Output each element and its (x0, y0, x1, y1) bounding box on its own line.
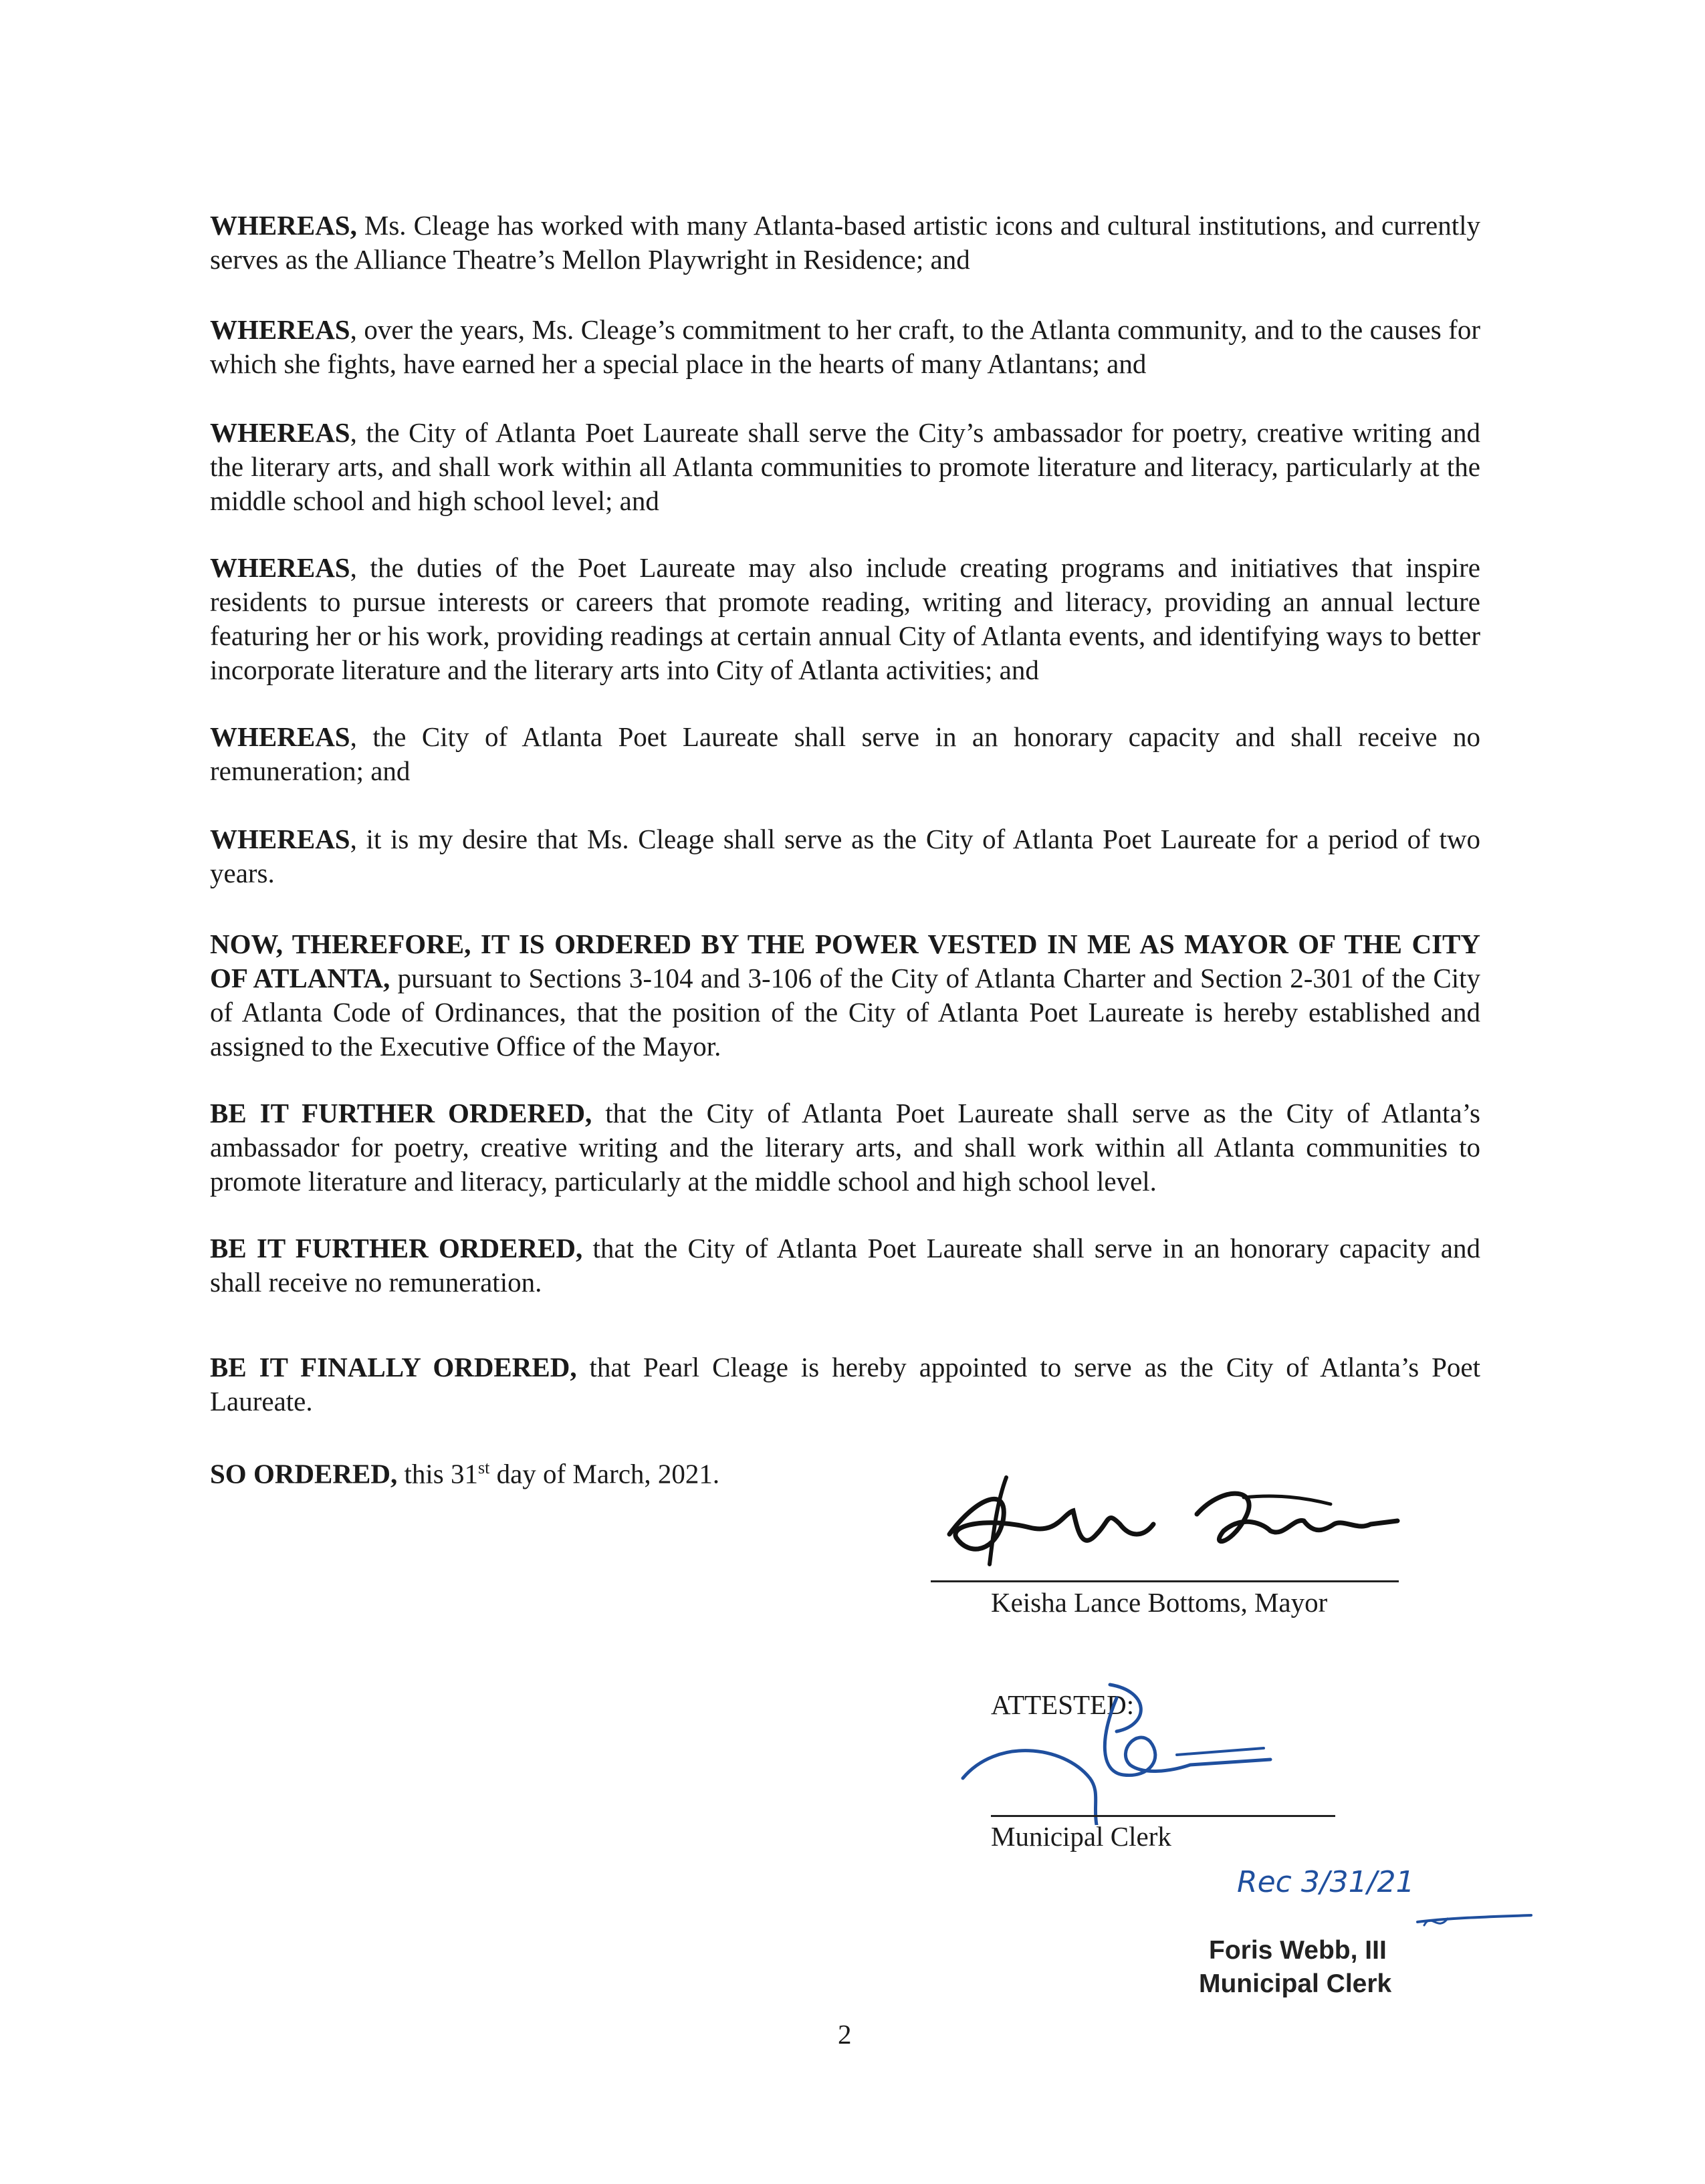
paragraph-lead: WHEREAS (210, 552, 350, 583)
clerk-signature-line (991, 1815, 1335, 1817)
attested-label: ATTESTED: (991, 1689, 1135, 1720)
whereas-paragraph-3 (210, 416, 1480, 518)
paragraph-lead: BE IT FURTHER ORDERED, (210, 1098, 592, 1128)
paragraph-text: , the City of Atlanta Poet Laureate shall serve the City’s ambassador for poetry, creative writing and the literary arts, and shall work within all Atlanta communities to promote literature and literacy, particularly at the middle school and high school level; and (210, 417, 1480, 516)
paragraph-text: , the duties of the Poet Laureate may also include creating programs and initiatives that inspire residents to pursue interests or careers that promote reading, writing and literacy, providing an annual lecture featuring her or his work, providing readings at certain annual City of Atlanta events, and identifying ways to better incorporate literature and the literary arts into City of Atlanta activities; and (210, 552, 1480, 685)
clerk-signature-image (956, 1678, 1304, 1825)
finally-ordered-paragraph (210, 1350, 1480, 1419)
paragraph-lead: BE IT FINALLY ORDERED, (210, 1352, 577, 1382)
page-number: 2 (838, 2019, 852, 2050)
mayor-name: Keisha Lance Bottoms, Mayor (991, 1587, 1328, 1618)
paragraph-lead: WHEREAS (210, 417, 350, 448)
paragraph-lead: WHEREAS (210, 721, 350, 752)
whereas-paragraph-4 (210, 551, 1480, 687)
clerk-stamp-title: Municipal Clerk (1199, 1969, 1392, 1998)
paragraph-text: that the City of Atlanta Poet Laureate shall serve as the City of Atlanta’s ambassador for poetry, creative writing and the literary arts, and shall work within all Atlanta communities to promote literature and literacy, particularly at the middle school and high school level. (210, 1098, 1480, 1197)
paragraph-lead: BE IT FURTHER ORDERED, (210, 1233, 583, 1263)
whereas-paragraph-1 (210, 209, 1480, 277)
clerk-label: Municipal Clerk (991, 1821, 1171, 1852)
whereas-paragraph-6 (210, 822, 1480, 890)
further-ordered-paragraph-1 (210, 1096, 1480, 1199)
closing-text: this 31 (397, 1458, 478, 1489)
paragraph-text: Ms. Cleage has worked with many Atlanta-based artistic icons and cultural institutions, and currently serves as the Alliance Theatre’s Mellon Playwright in Residence; and (210, 210, 1480, 275)
paragraph-lead: WHEREAS (210, 314, 350, 345)
paragraph-text: pursuant to Sections 3-104 and 3-106 of the City of Atlanta Charter and Section 2-301 of the City of Atlanta Code of Ordinances, that the position of the City of Atlanta Poet Laureate is hereby established and assigned to the Executive Office of the Mayor. (210, 963, 1480, 1062)
paragraph-lead: WHEREAS (210, 824, 350, 854)
closing-text-end: day of March, 2021. (489, 1458, 720, 1489)
mayor-signature-image (929, 1457, 1411, 1571)
paragraph-text: that Pearl Cleage is hereby appointed to serve as the City of Atlanta’s Poet Laureate. (210, 1352, 1480, 1417)
order-paragraph (210, 927, 1480, 1064)
whereas-paragraph-5 (210, 720, 1480, 788)
paragraph-lead: WHEREAS, (210, 210, 357, 241)
paragraph-lead: NOW, THEREFORE, IT IS ORDERED BY THE POWER VESTED IN ME AS MAYOR OF THE CITY OF ATLANTA, (210, 929, 1480, 993)
paragraph-text: , over the years, Ms. Cleage’s commitment to her craft, to the Atlanta community, and to the causes for which she fights, have earned her a special place in the hearts of many Atlantans; and (210, 314, 1480, 379)
clerk-stamp-name: Foris Webb, III (1209, 1936, 1387, 1965)
paragraph-text: , the City of Atlanta Poet Laureate shall serve in an honorary capacity and shall receive no remuneration; and (210, 721, 1480, 786)
paragraph-text: that the City of Atlanta Poet Laureate shall serve in an honorary capacity and shall receive no remuneration. (210, 1233, 1480, 1298)
closing-superscript: st (477, 1458, 490, 1477)
whereas-paragraph-2 (210, 313, 1480, 381)
paragraph-text: , it is my desire that Ms. Cleage shall serve as the City of Atlanta Poet Laureate for a period of two years. (210, 824, 1480, 888)
mayor-signature-line (931, 1580, 1399, 1582)
received-note-text: Rec 3/31/21 (1237, 1865, 1415, 1899)
closing-lead: SO ORDERED, (210, 1458, 398, 1489)
further-ordered-paragraph-2 (210, 1231, 1480, 1300)
